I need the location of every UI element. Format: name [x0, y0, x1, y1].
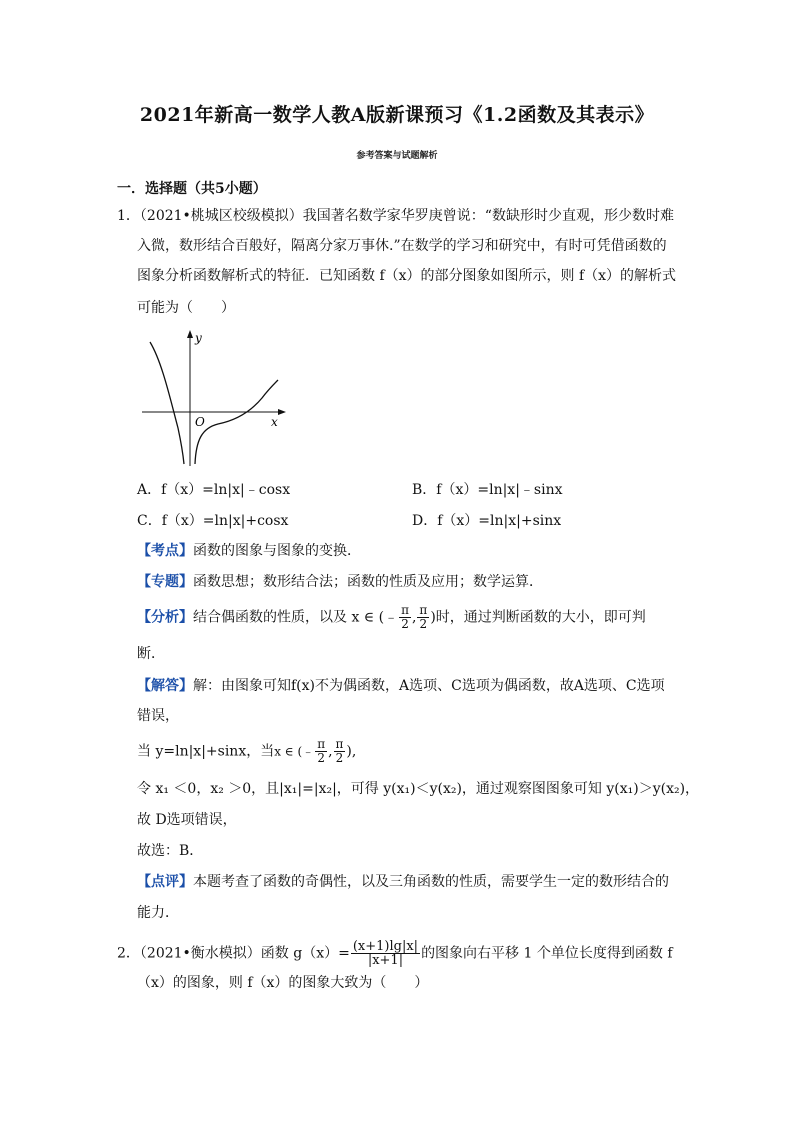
- fenxi-line-2: 断．: [137, 646, 165, 662]
- y-axis-label: y: [195, 331, 202, 345]
- jieda-line-3: 当 y=ln|x|+sinx，当x ∈ (﹣ $\frac{\pi}{2}$ , $\frac{\pi}{2}$ ),: [137, 737, 357, 765]
- fraction-pi-over-2-b: $\frac{\pi}{2}$: [335, 737, 344, 765]
- zhuanti-text: 函数思想；数形结合法；函数的性质及应用；数学运算．: [193, 574, 543, 590]
- q2-fraction: $\frac{(x+1)\lg|x|}{|x+1|}$: [352, 939, 419, 968]
- jieda-line-5: 故 D选项错误，: [137, 812, 237, 828]
- page-title: 2021年新高一数学人教A版新课预习《1.2函数及其表示》: [139, 104, 655, 126]
- curve-left-branch: [150, 342, 184, 464]
- origin-label: O: [195, 415, 205, 429]
- curve-right-branch: [195, 380, 278, 464]
- q1-line-2: 入微，数形结合百般好，隔离分家万事休.”在数学的学习和研究中，有时可凭借函数的: [137, 238, 667, 254]
- jieda-line-2: 错误，: [137, 708, 179, 724]
- q1-line-4: 可能为（ ）: [137, 300, 235, 316]
- kaodian-text: 函数的图象与图象的变换．: [193, 543, 361, 559]
- jieda-line-6: 故选：B．: [137, 843, 204, 859]
- option-d[interactable]: D．f（x）=ln|x|+sinx: [412, 513, 562, 529]
- fenxi-text-a: 结合偶函数的性质，以及 x ∈ (﹣: [193, 609, 399, 626]
- fenxi-row: 【分析】结合偶函数的性质，以及 x ∈ (﹣ $\frac{\pi}{2}$ , $\frac{\pi}{2}$ )时，通过判断函数的大小，即可判: [137, 603, 646, 631]
- fenxi-tag: 【分析】: [137, 609, 193, 626]
- y-axis-arrow: [187, 330, 193, 338]
- fraction-pi-over-2-neg: $\frac{\pi}{2}$: [401, 603, 409, 631]
- dianping-text-1: 本题考查了函数的奇偶性，以及三角函数的性质，需要学生一定的数形结合的: [193, 874, 669, 890]
- kaodian-tag: 【考点】: [137, 543, 193, 559]
- jieda-row: [137, 676, 665, 696]
- fenxi-text-b: 时，通过判断函数的大小，即可判: [435, 609, 646, 626]
- q2-line-2: （x）的图象，则 f（x）的图象大致为（ ）: [137, 975, 429, 991]
- fraction-pi-over-2: $\frac{\pi}{2}$: [419, 603, 428, 631]
- option-c[interactable]: C．f（x）=ln|x|+cosx: [137, 513, 289, 529]
- zhuanti-row: [137, 572, 543, 592]
- x-axis-label: x: [271, 415, 278, 429]
- dianping-line-2: 能力．: [137, 905, 179, 921]
- page-subtitle: 参考答案与试题解析: [356, 151, 438, 161]
- dianping-row: [137, 872, 669, 892]
- q1-line-3: 图象分析函数解析式的特征．已知函数 f（x）的部分图象如图所示，则 f（x）的解析式: [137, 268, 677, 284]
- jieda-text-1: 解：由图象可知f(x)不为偶函数，A选项、C选项为偶函数，故A选项、C选项: [193, 678, 665, 694]
- jieda-tag: 【解答】: [137, 678, 193, 694]
- section-heading: 一．选择题（共5小题）: [117, 181, 267, 197]
- q1-line-1: 1．（2021•桃城区校级模拟）我国著名数学家华罗庚曾说：“数缺形时少直观，形少数时难: [117, 208, 674, 224]
- zhuanti-tag: 【专题】: [137, 574, 193, 590]
- function-graph: [140, 328, 290, 468]
- fraction-pi-over-2-neg-b: $\frac{\pi}{2}$: [317, 737, 326, 765]
- jieda-line-4: 令 x₁ ＜0，x₂ ＞0，且|x₁|=|x₂|，可得 y(x₁)＜y(x₂)，通过观察图图象可知 y(x₁)＞y(x₂)，: [137, 781, 700, 797]
- q2-line-1: 2．（2021•衡水模拟）函数 g（x）= $\frac{(x+1)\lg|x|}{|x+1|}$ 的图象向右平移 1 个单位长度得到函数 f: [117, 939, 673, 968]
- option-a[interactable]: A．f（x）=ln|x|﹣cosx: [137, 482, 291, 498]
- dianping-tag: 【点评】: [137, 874, 193, 890]
- x-axis-arrow: [278, 409, 286, 415]
- kaodian-row: [137, 541, 361, 561]
- option-b[interactable]: B．f（x）=ln|x|﹣sinx: [412, 482, 563, 498]
